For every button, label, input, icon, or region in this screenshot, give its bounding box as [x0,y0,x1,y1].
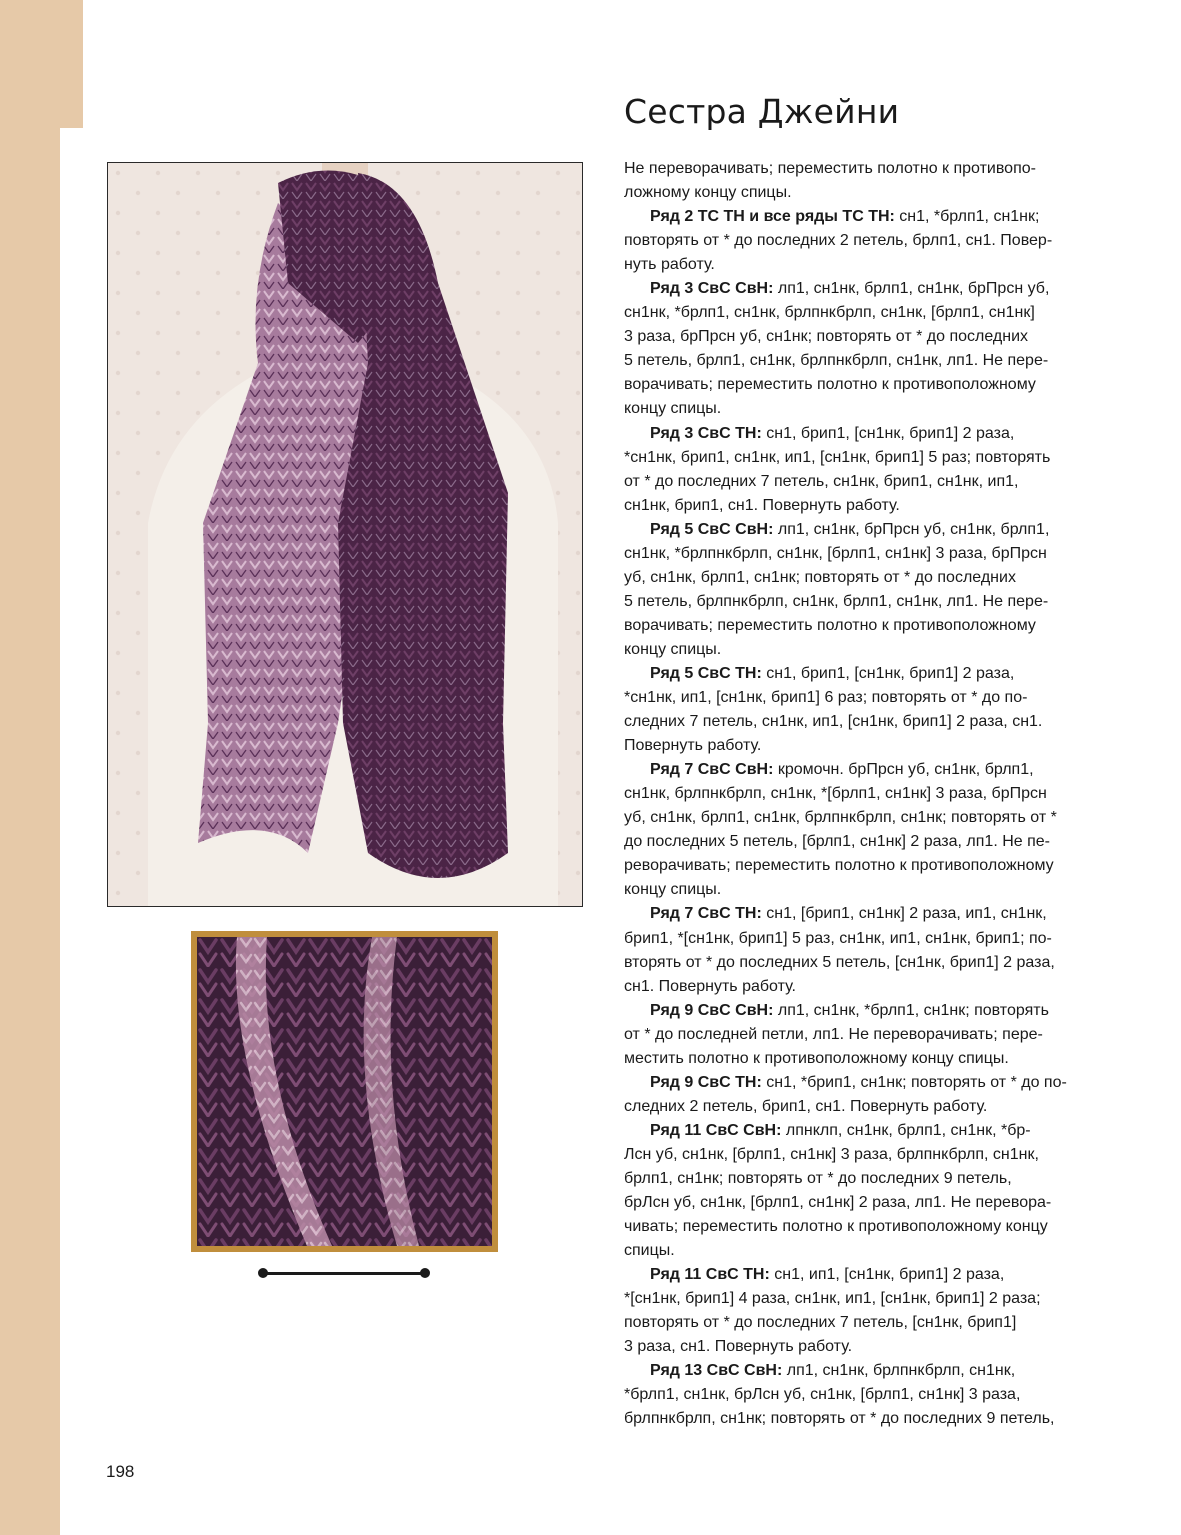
instruction-text: уб, сн1нк, брлп1, сн1нк, брлпнкбрлп, сн1нк; повторять от * [624,809,1057,827]
row-label: Ряд 11 СвС СвН: [650,1121,782,1139]
instruction-text: 5 петель, брлп1, сн1нк, брлпнкбрлп, сн1нк, лп1. Не пере- [624,352,1049,370]
instruction-line [624,975,1094,999]
instruction-text: от * до последних 7 петель, сн1нк, брип1, сн1нк, ип1, [624,472,1019,490]
instruction-row-start [624,999,1094,1023]
instruction-text: *сн1нк, брип1, сн1нк, ип1, [сн1нк, брип1] 5 раз; повторять [624,448,1051,466]
instruction-text: брип1, *[сн1нк, брип1] 5 раз, сн1нк, ип1, сн1нк, брип1; по- [624,929,1052,947]
instruction-text: Повернуть работу. [624,737,762,755]
row-label: Ряд 9 СвС ТН: [650,1073,762,1091]
instruction-text: вторять от * до последних 5 петель, [сн1нк, брип1] 2 раза, [624,953,1055,971]
instruction-text: нуть работу. [624,256,715,274]
instruction-text: 5 петель, брлпнкбрлп, сн1нк, брлп1, сн1нк, лп1. Не пере- [624,592,1049,610]
instruction-line [624,229,1094,253]
instruction-row-start [624,1263,1094,1287]
instruction-line [624,181,1094,205]
instruction-text: сн1, *брип1, сн1нк; повторять от * до по- [761,1073,1067,1091]
instruction-line [624,1383,1094,1407]
row-label: Ряд 13 СвС СвН: [650,1362,783,1380]
instruction-row-start [624,422,1094,446]
instruction-text: кромочн. брПрсн уб, сн1нк, брлп1, [773,761,1034,779]
instruction-row-start [624,1119,1094,1143]
instruction-text: Не переворачивать; переместить полотно к противопо- [624,160,1036,177]
page-title: Сестра Джейни [624,92,900,131]
divider-dot-left [258,1268,268,1278]
instruction-line [624,157,1094,181]
instruction-row-start [624,662,1094,686]
instruction-text: сн1, ип1, [сн1нк, брип1] 2 раза, [769,1266,1005,1284]
instruction-text: уб, сн1нк, брлп1, сн1нк; повторять от * до последних [624,568,1016,586]
divider-dot-right [420,1268,430,1278]
instruction-text: сн1. Повернуть работу. [624,977,796,995]
instruction-line [624,1047,1094,1071]
instruction-line [624,1335,1094,1359]
instruction-text: сн1нк, брип1, сн1. Повернуть работу. [624,496,900,514]
instruction-line [624,638,1094,662]
instruction-text: сн1, [брип1, сн1нк] 2 раза, ип1, сн1нк, [761,905,1047,923]
instruction-text: повторять от * до последних 7 петель, [сн1нк, брип1] [624,1314,1017,1332]
row-label: Ряд 2 ТС ТН и все ряды ТС ТН: [650,208,895,226]
instruction-text: сн1нк, *брлпнкбрлп, сн1нк, [брлп1, сн1нк] 3 раза, брПрсн [624,544,1047,562]
instruction-text: *сн1нк, ип1, [сн1нк, брип1] 6 раз; повторять от * до по- [624,689,1028,707]
instruction-text: брлп1, сн1нк; повторять от * до последних 9 петель, [624,1169,1012,1187]
instruction-line [624,1095,1094,1119]
row-label: Ряд 3 СвС ТН: [650,424,762,442]
page-edge-band-side [0,128,60,1535]
instruction-text: концу спицы. [624,640,722,658]
instruction-text: от * до последней петли, лп1. Не переворачивать; пере- [624,1025,1043,1043]
instruction-line [624,325,1094,349]
row-label: Ряд 11 СвС ТН: [650,1266,770,1284]
instruction-text: чивать; переместить полотно к противоположному концу [624,1218,1048,1236]
instruction-line [624,301,1094,325]
instruction-text: сн1, брип1, [сн1нк, брип1] 2 раза, [761,664,1015,682]
instruction-row-start [624,1359,1094,1383]
instruction-text: концу спицы. [624,400,722,418]
instruction-line [624,1191,1094,1215]
instruction-text: Лсн уб, сн1нк, [брлп1, сн1нк] 3 раза, брлпнкбрлп, сн1нк, [624,1145,1039,1163]
section-divider [258,1266,430,1280]
instruction-line [624,614,1094,638]
instruction-line [624,397,1094,421]
instruction-text: сн1, *брлп1, сн1нк; [894,208,1040,226]
instruction-line [624,951,1094,975]
instruction-text: *брлп1, сн1нк, брЛсн уб, сн1нк, [брлп1, сн1нк] 3 раза, [624,1386,1021,1404]
swatch-photo [191,931,498,1252]
row-label: Ряд 7 СвС ТН: [650,905,762,923]
instruction-text: следних 7 петель, сн1нк, ип1, [сн1нк, брип1] 2 раза, сн1. [624,713,1043,731]
instruction-line [624,349,1094,373]
instruction-text: реворачивать; переместить полотно к противоположному [624,857,1054,875]
row-label: Ряд 5 СвС ТН: [650,664,762,682]
instruction-line [624,686,1094,710]
instruction-line [624,854,1094,878]
instruction-text: повторять от * до последних 2 петель, брлп1, сн1. Повер- [624,232,1053,250]
instruction-text: лп1, сн1нк, брлпнкбрлп, сн1нк, [782,1362,1016,1380]
instruction-line [624,878,1094,902]
instruction-row-start [624,758,1094,782]
instruction-line [624,470,1094,494]
instruction-text: брЛсн уб, сн1нк, [брлп1, сн1нк] 2 раза, лп1. Не перевора- [624,1194,1052,1212]
instruction-text: до последних 5 петель, [брлп1, сн1нк] 2 раза, лп1. Не пе- [624,833,1051,851]
instruction-line [624,253,1094,277]
instruction-line [624,446,1094,470]
instruction-line [624,806,1094,830]
instruction-text: местить полотно к противоположному концу спицы. [624,1049,1009,1067]
instruction-line [624,734,1094,758]
instruction-text: сн1, брип1, [сн1нк, брип1] 2 раза, [761,424,1015,442]
instruction-row-start [624,1071,1094,1095]
instruction-row-start [624,277,1094,301]
instruction-line [624,927,1094,951]
row-label: Ряд 7 СвС СвН: [650,761,774,779]
instruction-line [624,373,1094,397]
scarf-photo [107,162,583,907]
instruction-text: концу спицы. [624,881,722,899]
instruction-text: лп1, сн1нк, *брлп1, сн1нк; повторять [773,1001,1049,1019]
instruction-line [624,1167,1094,1191]
instruction-text: ворачивать; переместить полотно к противоположному [624,616,1036,634]
page-number: 198 [106,1462,135,1481]
instruction-line [624,1407,1094,1431]
instruction-line [624,590,1094,614]
instruction-row-start [624,902,1094,926]
instruction-row-start [624,518,1094,542]
page-edge-band-top [0,0,83,128]
instruction-text: следних 2 петель, брип1, сн1. Повернуть работу. [624,1097,988,1115]
instruction-line [624,1311,1094,1335]
instruction-line [624,830,1094,854]
row-label: Ряд 5 СвС СвН: [650,520,774,538]
instruction-line [624,494,1094,518]
instruction-line [624,1215,1094,1239]
instruction-text: сн1нк, *брлп1, сн1нк, брлпнкбрлп, сн1нк, [брлп1, сн1нк] [624,304,1035,322]
instruction-text: ворачивать; переместить полотно к противоположному [624,376,1036,394]
instruction-line [624,566,1094,590]
instruction-line [624,710,1094,734]
instruction-line [624,1287,1094,1311]
instruction-text: лп1, сн1нк, брлп1, сн1нк, брПрсн уб, [773,280,1050,298]
instruction-text: 3 раза, брПрсн уб, сн1нк; повторять от * до последних [624,328,1028,346]
row-label: Ряд 9 СвС СвН: [650,1001,774,1019]
instruction-line [624,782,1094,806]
instruction-text: лп1, сн1нк, брПрсн уб, сн1нк, брлп1, [773,520,1050,538]
instruction-row-start [624,205,1094,229]
instruction-text: лпнклп, сн1нк, брлп1, сн1нк, *бр- [781,1121,1031,1139]
instruction-text: ложному концу спицы. [624,184,792,202]
instruction-line [624,542,1094,566]
pattern-instructions [624,157,1094,1431]
instruction-line [624,1143,1094,1167]
instruction-line [624,1239,1094,1263]
instruction-text: *[сн1нк, брип1] 4 раза, сн1нк, ип1, [сн1нк, брип1] 2 раза; [624,1290,1041,1308]
instruction-text: спицы. [624,1242,675,1260]
row-label: Ряд 3 СвС СвН: [650,280,774,298]
instruction-text: 3 раза, сн1. Повернуть работу. [624,1338,853,1356]
instruction-text: сн1нк, брлпнкбрлп, сн1нк, *[брлп1, сн1нк] 3 раза, брПрсн [624,785,1047,803]
divider-line [262,1272,426,1275]
instruction-text: брлпнкбрлп, сн1нк; повторять от * до последних 9 петель, [624,1410,1055,1428]
instruction-line [624,1023,1094,1047]
